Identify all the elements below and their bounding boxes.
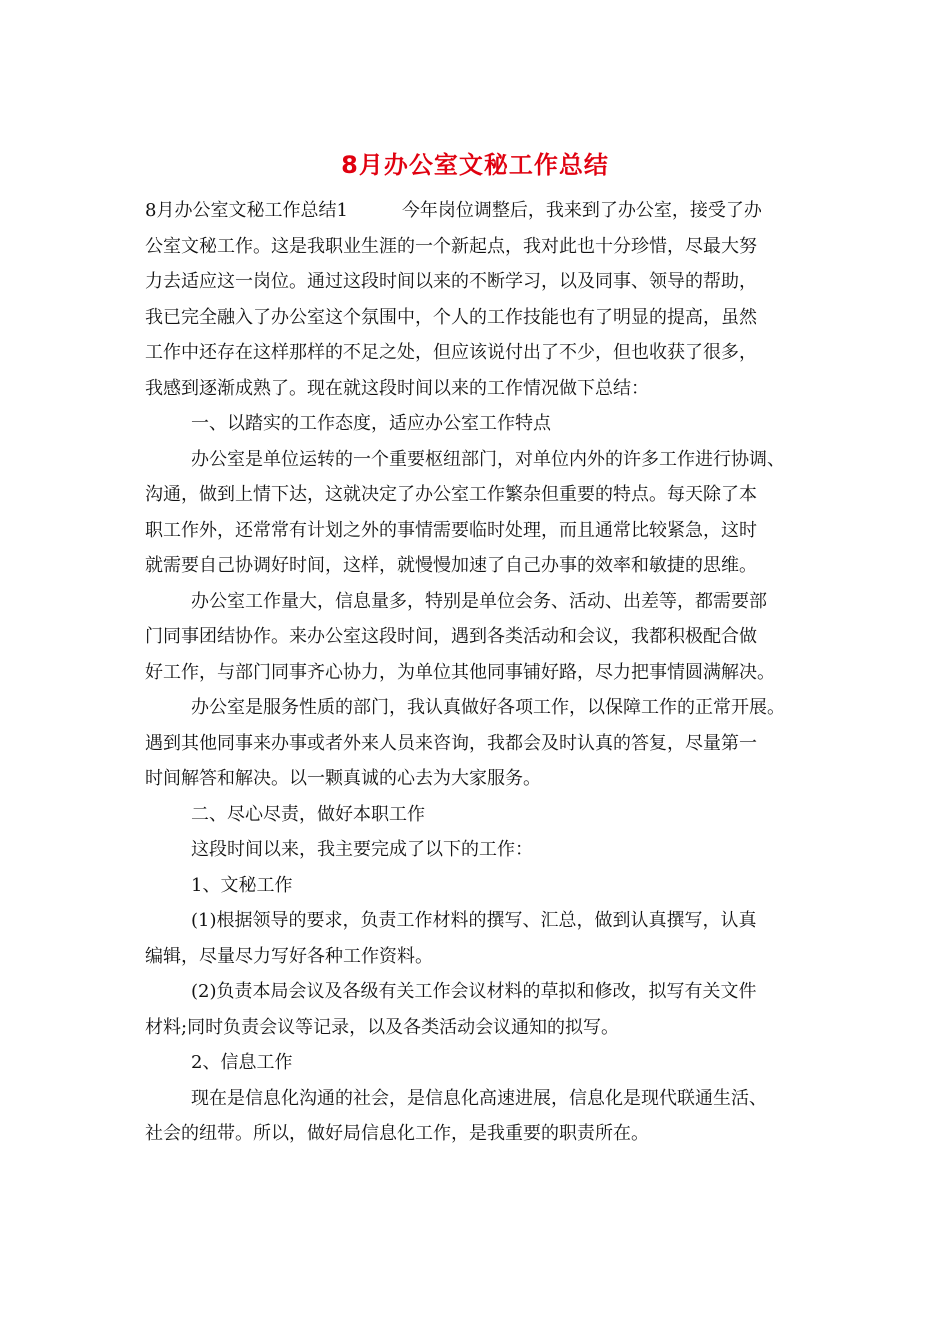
paragraph-line: 工作中还存在这样那样的不足之处，但应该说付出了不少，但也收获了很多， — [145, 342, 757, 363]
line-text: 今年岗位调整后，我来到了办公室，接受了办 — [401, 200, 762, 221]
paragraph-line: 就需要自己协调好时间，这样，就慢慢加速了自己办事的效率和敏捷的思维。 — [145, 555, 757, 576]
paragraph-line: 职工作外，还常常有计划之外的事情需要临时处理，而且通常比较紧急，这时 — [145, 519, 757, 541]
paragraph-line: 遇到其他同事来办事或者外来人员来咨询，我都会及时认真的答复，尽量第一 — [145, 732, 757, 754]
paragraph-line: (2)负责本局会议及各级有关工作会议材料的草拟和修改，拟写有关文件 — [191, 981, 757, 1002]
paragraph-line: 办公室是服务性质的部门，我认真做好各项工作，以保障工作的正常开展。 — [191, 697, 785, 718]
paragraph-line: 这段时间以来，我主要完成了以下的工作： — [191, 839, 533, 860]
subsection-heading: 2、信息工作 — [191, 1052, 293, 1073]
paragraph-line: 现在是信息化沟通的社会，是信息化高速进展，信息化是现代联通生活、 — [191, 1087, 767, 1109]
paragraph-line — [145, 193, 813, 229]
document-body — [145, 193, 813, 1152]
paragraph-line: 力去适应这一岗位。通过这段时间以来的不断学习，以及同事、领导的帮助， — [145, 271, 757, 292]
subsection-heading: 1、文秘工作 — [191, 874, 293, 896]
paragraph-line: 好工作，与部门同事齐心协力，为单位其他同事铺好路，尽力把事情圆满解决。 — [145, 661, 775, 683]
paragraph-line: 编辑，尽量尽力写好各种工作资料。 — [145, 945, 433, 967]
paragraph-line: 公室文秘工作。这是我职业生涯的一个新起点，我对此也十分珍惜，尽最大努 — [145, 235, 757, 257]
paragraph-line: 我已完全融入了办公室这个氛围中，个人的工作技能也有了明显的提高，虽然 — [145, 306, 757, 328]
paragraph-line: 门同事团结协作。来办公室这段时间，遇到各类活动和会议，我都积极配合做 — [145, 626, 757, 647]
paragraph-line: 沟通，做到上情下达，这就决定了办公室工作繁杂但重要的特点。每天除了本 — [145, 484, 757, 505]
paragraph-line: 办公室是单位运转的一个重要枢纽部门，对单位内外的许多工作进行协调、 — [191, 448, 785, 470]
paragraph-line: 时间解答和解决。以一颗真诚的心去为大家服务。 — [145, 768, 541, 789]
paragraph-line: 我感到逐渐成熟了。现在就这段时间以来的工作情况做下总结： — [145, 377, 649, 399]
line-text: 8月办公室文秘工作总结1 — [145, 200, 348, 221]
section-heading: 一、以踏实的工作态度，适应办公室工作特点 — [191, 413, 551, 434]
paragraph-line: 社会的纽带。所以，做好局信息化工作，是我重要的职责所在。 — [145, 1123, 649, 1144]
paragraph-line: (1)根据领导的要求，负责工作材料的撰写、汇总，做到认真撰写，认真 — [191, 910, 757, 931]
document-title: 8月办公室文秘工作总结 — [341, 151, 609, 179]
paragraph-line: 办公室工作量大，信息量多，特别是单位会务、活动、出差等，都需要部 — [191, 590, 767, 612]
paragraph-line: 材料;同时负责会议等记录，以及各类活动会议通知的拟写。 — [145, 1016, 620, 1038]
section-heading: 二、尽心尽责，做好本职工作 — [191, 803, 425, 825]
